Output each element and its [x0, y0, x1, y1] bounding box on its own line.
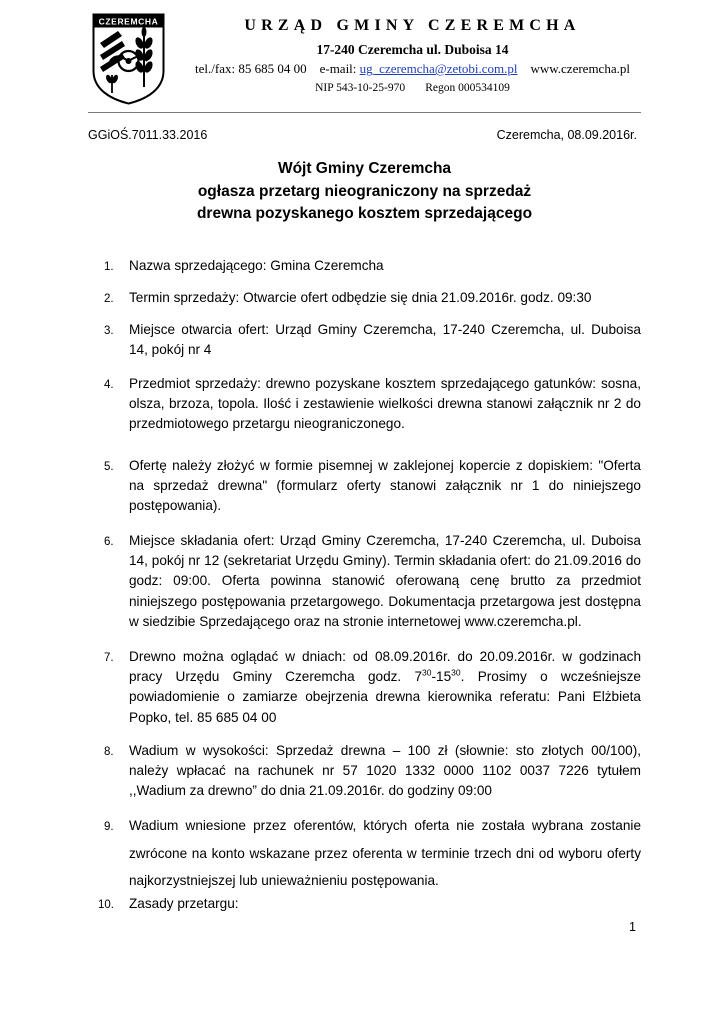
phone-fax: tel./fax: 85 685 04 00 [195, 61, 307, 76]
time-superscript: 30 [451, 667, 461, 678]
item-text-part: -15 [431, 669, 452, 685]
item-text [129, 647, 641, 728]
contact-line [185, 61, 640, 77]
list-item [88, 374, 641, 435]
coat-of-arms-icon [92, 13, 165, 105]
list-item [88, 531, 641, 632]
item-text-part: . Prosimy o wcześniejsze powiadomienie o zamiarze obejrzenia drewna kierownika referatu: Pani Elżbieta Popko, tel. 85 685 04 00 [129, 669, 641, 725]
list-item [88, 812, 641, 895]
tax-ids [185, 82, 640, 94]
website: www.czeremcha.pl [530, 61, 630, 76]
item-number: 7. [104, 652, 114, 664]
item-number: 5. [104, 461, 114, 473]
place-date: Czeremcha, 08.09.2016r. [496, 128, 637, 142]
heading-line: Wójt Gminy Czeremcha [277, 160, 452, 177]
item-text: Termin sprzedaży: Otwarcie ofert odbędzie się dnia 21.09.2016r. godz. 09:30 [129, 290, 592, 305]
email-link[interactable]: ug_czeremcha@zetobi.com.pl [359, 61, 518, 76]
item-text: Wadium wniesione przez oferentów, których oferta nie została wybrana zostanie zwrócone na konto wskazane przez oferenta w terminie trzech dni od wyboru oferty najkorzystniejszej lub unieważnieniu postępowania. [129, 818, 641, 888]
item-number: 1. [104, 261, 114, 273]
item-number: 10. [98, 899, 114, 911]
item-number: 2. [104, 293, 114, 305]
item-text: Wadium w wysokości: Sprzedaż drewna – 100 zł (słownie: sto złotych 00/100), należy wpłacać na rachunek nr 57 1020 1332 0000 1102 0037 7226 tytułem ,,Wadium za drewno” do dnia 21.09.2016r. do godziny 09:00 [129, 743, 641, 799]
item-text: Miejsce otwarcia ofert: Urząd Gminy Czeremcha, 17-240 Czeremcha, ul. Duboisa 14, pokój nr 4 [129, 322, 641, 358]
list-item [88, 647, 641, 728]
item-text-part: Drewno można oglądać w dniach: od 08.09.2016r. do 20.09.2016r. w godzinach pracy Urzędu Gminy Czeremcha godz. 7 [129, 649, 641, 685]
item-number: 6. [104, 536, 114, 548]
office-address: 17-240 Czeremcha ul. Duboisa 14 [316, 42, 509, 57]
letterhead-divider [88, 112, 641, 113]
nip: NIP 543-10-25-970 [315, 82, 406, 94]
item-number: 8. [104, 746, 114, 758]
list-item [88, 894, 641, 914]
list-item [88, 256, 641, 276]
item-number: 3. [104, 325, 114, 337]
item-text: Przedmiot sprzedaży: drewno pozyskane kosztem sprzedającego gatunków: sosna, olsza, brzoza, topola. Ilość i zestawienie wielkości drewna stanowi załącznik nr 2 do przedmiotowego przetargu nieograniczonego. [129, 376, 641, 432]
heading-line: drewna pozyskanego kosztem sprzedającego [196, 205, 533, 222]
heading-line: ogłasza przetarg nieograniczony na sprzedaż [197, 182, 532, 200]
crest-label: CZEREMCHA [98, 16, 159, 27]
item-text: Ofertę należy złożyć w formie pisemnej w zaklejonej kopercie z dopiskiem: "Oferta na sprzedaż drewna" (formularz oferty stanowi załącznik nr 1 do niniejszego postępowania). [129, 458, 641, 514]
item-number: 4. [104, 379, 114, 391]
time-superscript: 30 [422, 667, 432, 678]
list-item [88, 741, 641, 802]
list-item [88, 288, 641, 308]
reference-number: GGiOŚ.7011.33.2016 [88, 128, 208, 142]
office-name: URZĄD GMINY CZEREMCHA [244, 17, 581, 34]
item-number: 9. [104, 821, 114, 833]
document-heading [88, 158, 641, 226]
list-item [88, 320, 641, 360]
list-item [88, 456, 641, 517]
item-text: Zasady przetargu: [129, 896, 239, 911]
item-text: Miejsce składania ofert: Urząd Gminy Czeremcha, 17-240 Czeremcha, ul. Duboisa 14, pokój nr 12 (sekretariat Urzędu Gminy). Termin składania ofert: do 21.09.2016 do godz: 09:00. Oferta powinna stanowić oferowaną cenę brutto za przedmiot niniejszego postępowania przetargowego. Dokumentacja przetargowa jest dostępna w siedzibie Sprzedającego oraz na stronie internetowej www.czeremcha.pl. [129, 533, 641, 629]
item-text: Nazwa sprzedającego: Gmina Czeremcha [129, 258, 384, 273]
page-number: 1 [629, 920, 636, 934]
email-prefix: e-mail: [319, 61, 357, 76]
regon: Regon 000534109 [425, 82, 510, 94]
